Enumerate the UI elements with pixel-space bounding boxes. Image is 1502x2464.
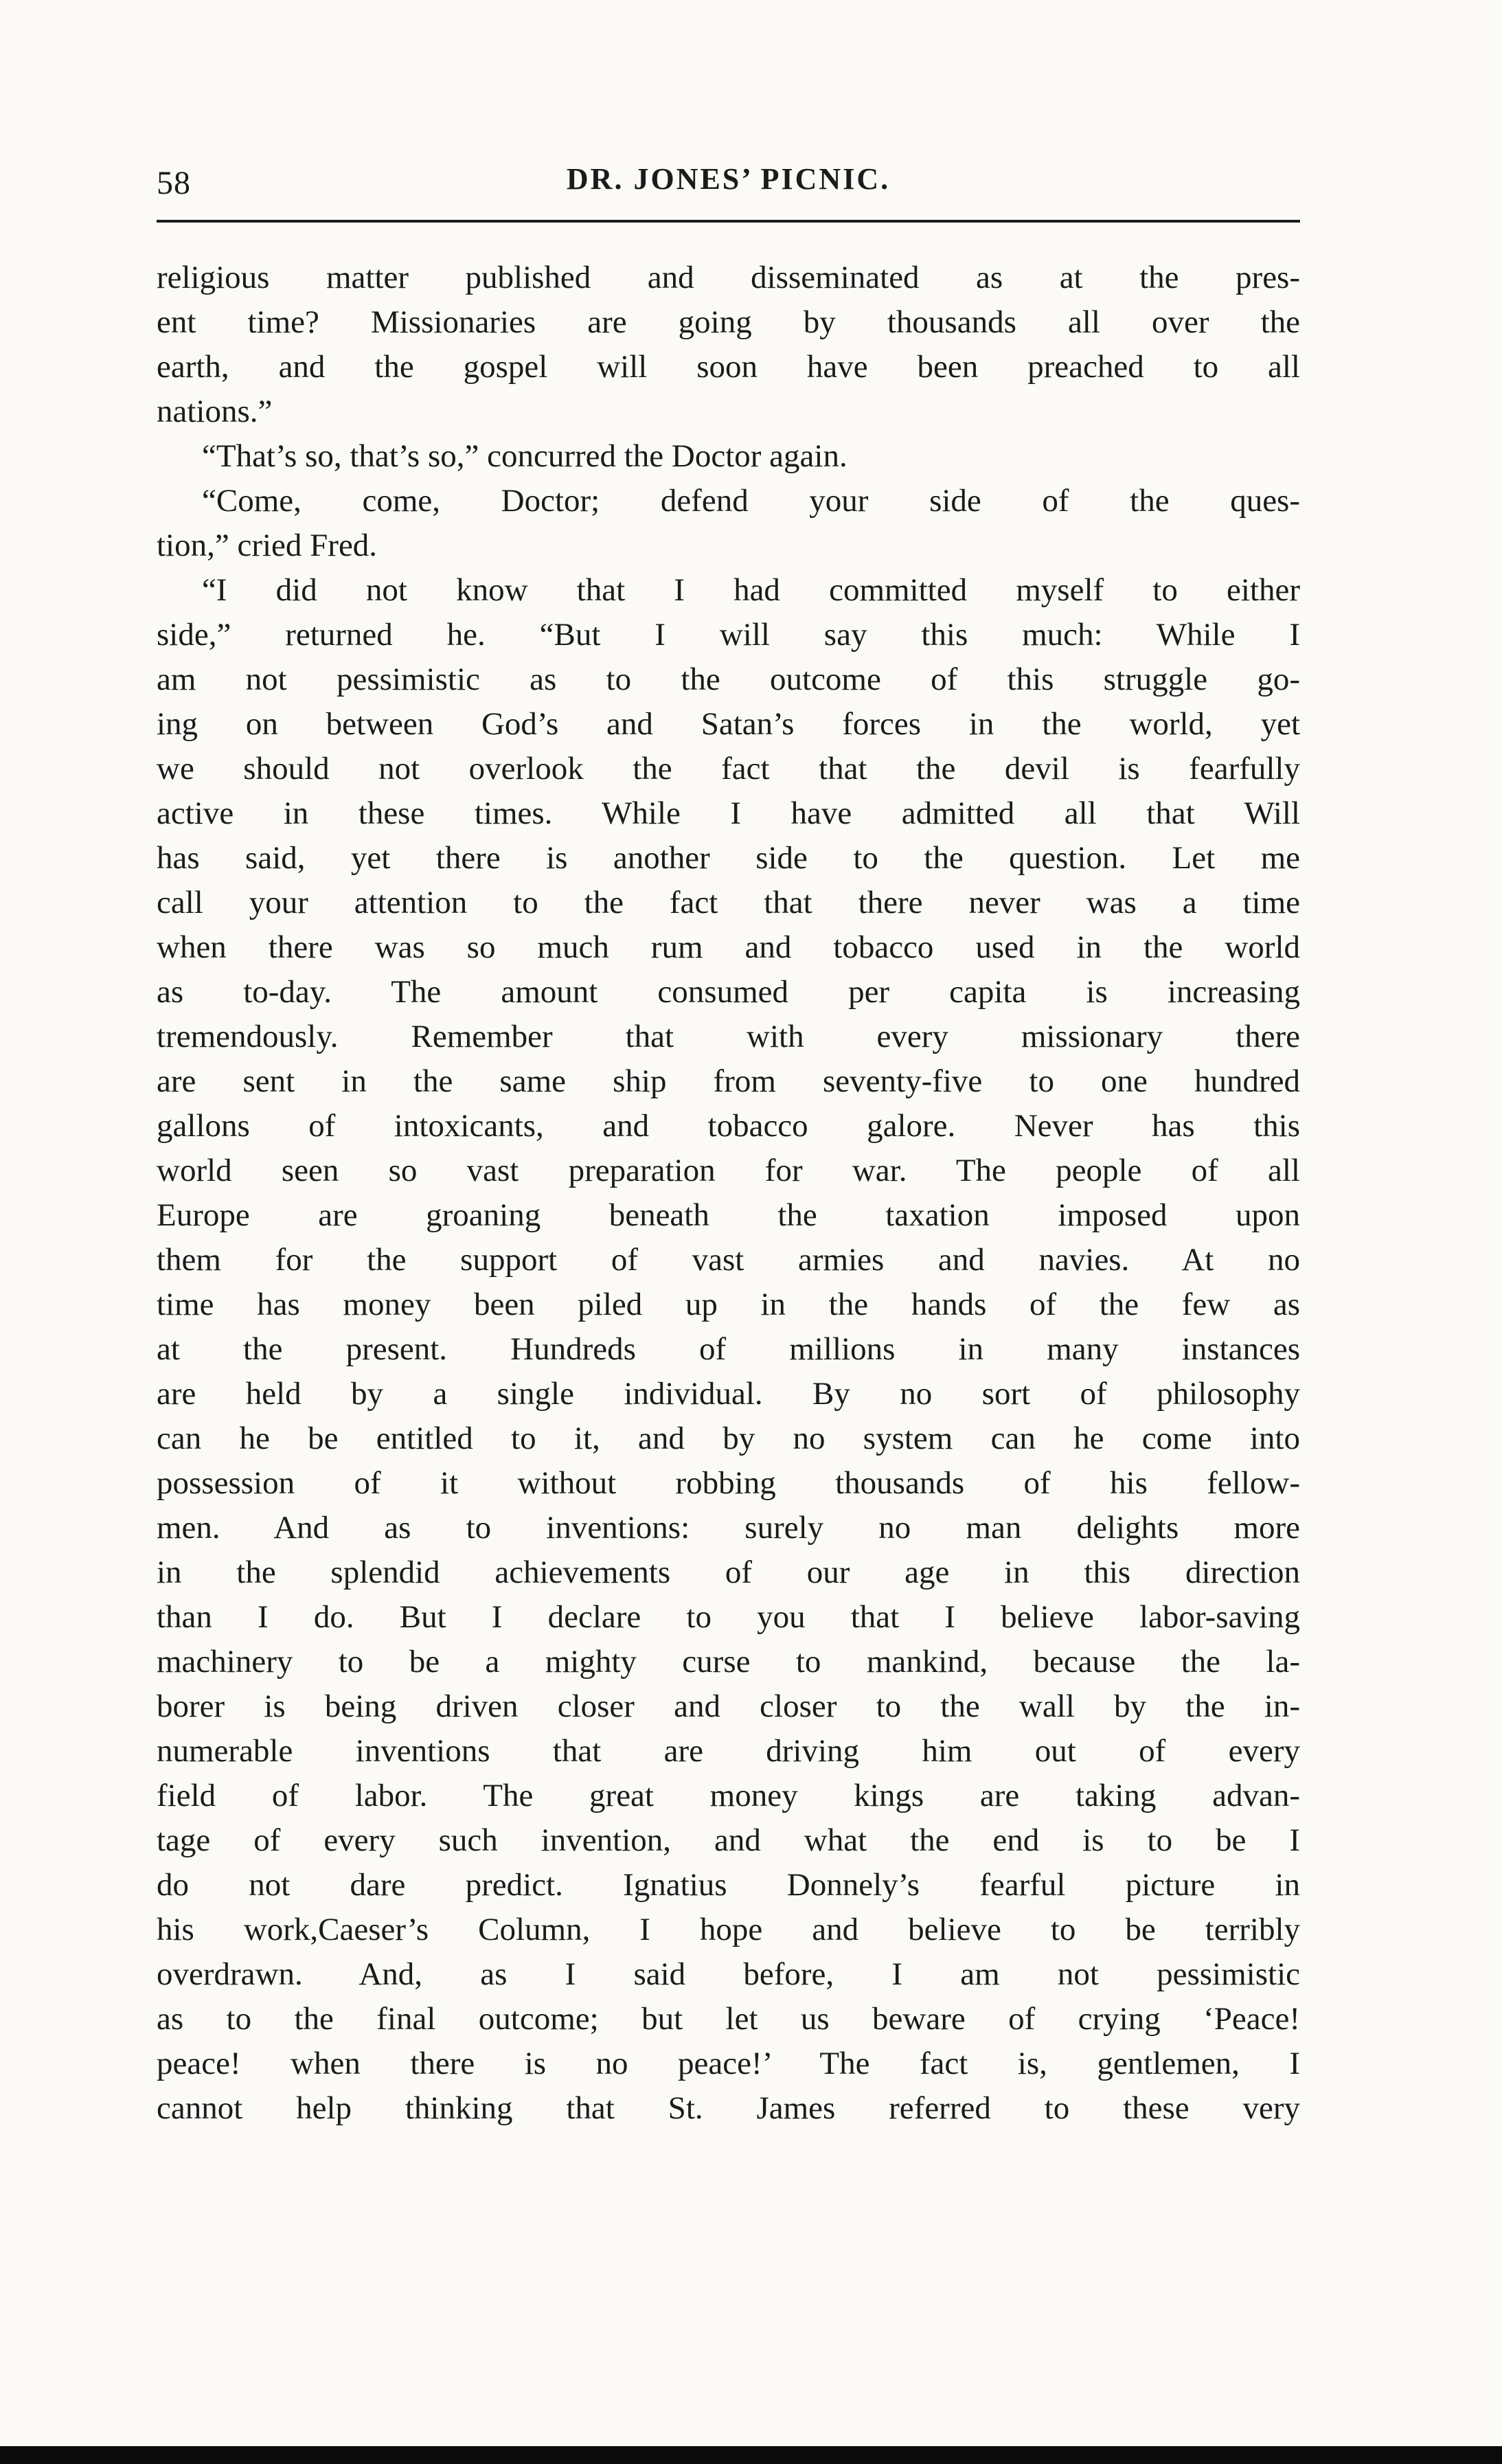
text-line: earth, and the gospel will soon have been preached to all — [157, 349, 1300, 385]
text-line: gallons of intoxicants, and tobacco galore. Never has this — [157, 1108, 1300, 1144]
text-line: “I did not know that I had committed myself to either — [202, 572, 1300, 608]
text-line: Europe are groaning beneath the taxation imposed upon — [157, 1197, 1300, 1233]
text-line: when there was so much rum and tobacco used in the world — [157, 929, 1300, 965]
text-line: as to the final outcome; but let us beware of crying ‘Peace! — [157, 2001, 1300, 2037]
text-line: “That’s so, that’s so,” concurred the Doctor again. — [202, 438, 847, 474]
text-line: “Come, come, Doctor; defend your side of the ques- — [202, 483, 1300, 519]
text-line: call your attention to the fact that there never was a time — [157, 885, 1300, 920]
text-line: do not dare predict. Ignatius Donnely’s fearful picture in — [157, 1867, 1300, 1903]
scan-edge-bottom — [0, 2446, 1502, 2464]
page-number: 58 — [157, 165, 191, 201]
text-line: active in these times. While I have admitted all that Will — [157, 795, 1300, 831]
page-body — [157, 256, 1300, 2131]
text-line: overdrawn. And, as I said before, I am not pessimistic — [157, 1956, 1300, 1992]
text-line: than I do. But I declare to you that I believe labor-saving — [157, 1599, 1300, 1635]
text-line: field of labor. The great money kings are taking advan- — [157, 1778, 1300, 1813]
text-line: side,” returned he. “But I will say this much: While I — [157, 617, 1300, 653]
page-header — [157, 161, 1300, 204]
text-line: his work,Caeser’s Column, I hope and believe to be terribly — [157, 1912, 1300, 1947]
text-line: cannot help thinking that St. James referred to these very — [157, 2090, 1300, 2126]
text-line: them for the support of vast armies and navies. At no — [157, 1242, 1300, 1278]
text-line: religious matter published and disseminated as at the pres- — [157, 260, 1300, 295]
text-line: numerable inventions that are driving him out of every — [157, 1733, 1300, 1769]
text-line: at the present. Hundreds of millions in many instances — [157, 1331, 1300, 1367]
text-line: are sent in the same ship from seventy-five to one hundred — [157, 1063, 1300, 1099]
text-line: machinery to be a mighty curse to mankind, because the la- — [157, 1644, 1300, 1680]
text-line: tremendously. Remember that with every missionary there — [157, 1019, 1300, 1054]
text-line: possession of it without robbing thousands of his fellow- — [157, 1465, 1300, 1501]
text-line: ing on between God’s and Satan’s forces in the world, yet — [157, 706, 1300, 742]
text-line: men. And as to inventions: surely no man delights more — [157, 1510, 1300, 1546]
running-title: DR. JONES’ PICNIC. — [566, 162, 891, 196]
text-line: we should not overlook the fact that the devil is fearfully — [157, 751, 1300, 787]
text-line: has said, yet there is another side to the question. Let me — [157, 840, 1300, 876]
text-line: peace! when there is no peace!’ The fact is, gentlemen, I — [157, 2046, 1300, 2081]
text-line: nations.” — [157, 394, 273, 429]
text-line: are held by a single individual. By no sort of philosophy — [157, 1376, 1300, 1412]
text-line: as to-day. The amount consumed per capita is increasing — [157, 974, 1300, 1010]
text-line: can he be entitled to it, and by no system can he come into — [157, 1421, 1300, 1456]
text-line: am not pessimistic as to the outcome of this struggle go- — [157, 662, 1300, 697]
text-line: ent time? Missionaries are going by thousands all over the — [157, 304, 1300, 340]
text-line: time has money been piled up in the hands of the few as — [157, 1287, 1300, 1322]
header-rule — [157, 220, 1300, 223]
text-line: in the splendid achievements of our age in this direction — [157, 1555, 1300, 1590]
text-line: world seen so vast preparation for war. The people of all — [157, 1153, 1300, 1188]
text-line: borer is being driven closer and closer to the wall by the in- — [157, 1688, 1300, 1724]
text-line: tion,” cried Fred. — [157, 528, 378, 563]
text-line: tage of every such invention, and what the end is to be I — [157, 1822, 1300, 1858]
